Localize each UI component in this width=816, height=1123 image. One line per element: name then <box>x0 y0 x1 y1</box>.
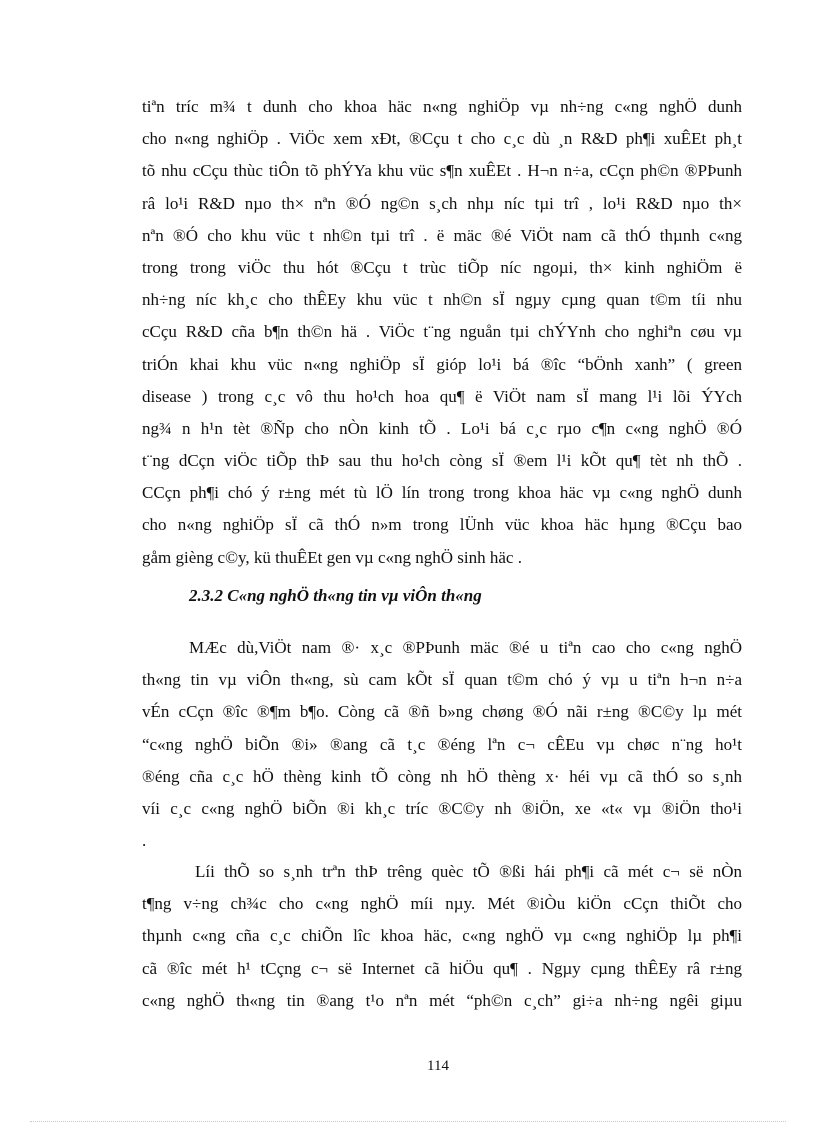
paragraph-line: trong trong viÖc thu hót ®Cçu t trùc tiÕp níc ngoµi, th× kinh nghiÖm ë <box>142 257 742 277</box>
paragraph-line: . <box>142 831 147 851</box>
paragraph-line: cho n«ng nghiÖp sÏ cã thÓ n»m trong lÜnh vüc khoa häc hµng ®Cçu bao <box>142 515 742 535</box>
paragraph-line: “c«ng nghÖ biÕn ®i» ®ang cã t¸c ®éng lªn c¬ cÊEu vµ chøc n¨ng ho¹t <box>142 734 742 754</box>
paragraph-line: Líi thÕ so s¸nh trªn thÞ trêng quèc tÕ ®ßi hái ph¶i cã mét c¬ së nÒn <box>195 862 742 881</box>
page-number: 114 <box>427 1058 449 1074</box>
paragraph-line: cho n«ng nghiÖp . ViÖc xem xÐt, ®Cçu t cho c¸c dù ¸n R&D ph¶i xuÊEt ph¸t <box>142 129 742 149</box>
paragraph-line: ng¾ n h¹n tèt ®Ñp cho nÒn kinh tÕ . Lo¹i bá c¸c rµo c¶n c«ng nghÖ ®Ó <box>142 418 742 438</box>
paragraph-line: râ lo¹i R&D nµo th× nªn ®Ó ng©n s¸ch nhµ níc tµi trî , lo¹i R&D nµo th× <box>142 193 742 213</box>
paragraph-line: disease ) trong c¸c vô thu ho¹ch hoa qu¶ ë ViÖt nam sÏ mang l¹i lõi ÝYch <box>142 386 742 406</box>
paragraph-line: cCçu R&D cña b¶n th©n hä . ViÖc t¨ng nguån tµi chÝYnh cho nghiªn cøu vµ <box>142 322 742 342</box>
paragraph-line: t¶ng v÷ng ch¾c cho c«ng nghÖ míi nµy. Mét ®iÒu kiÖn cCçn thiÕt cho <box>142 894 742 914</box>
paragraph-line: nh÷ng níc kh¸c cho thÊEy khu vüc t nh©n sÏ ngµy cµng quan t©m tíi nhu <box>142 290 742 310</box>
paragraph-line: triÓn khai khu vüc n«ng nghiÖp sÏ gióp lo¹i bá ®îc “bÖnh xanh” ( green <box>142 354 742 374</box>
paragraph-line: thµnh c«ng cña c¸c chiÕn lîc khoa häc, c«ng nghÖ vµ c«ng nghiÖp lµ ph¶i <box>142 926 742 946</box>
paragraph-line: CCçn ph¶i chó ý r±ng mét tù lÖ lín trong trong khoa häc vµ c«ng nghÖ dunh <box>142 483 742 503</box>
paragraph-line: vÉn cCçn ®îc ®¶m b¶o. Còng cã ®ñ b»ng chøng ®Ó nãi r±ng ®C©y lµ mét <box>142 702 742 722</box>
section-heading: 2.3.2 C«ng nghÖ th«ng tin vµ viÔn th«ng <box>189 586 482 605</box>
paragraph-line: t¨ng dCçn viÖc tiÕp thÞ sau thu ho¹ch còng sÏ ®em l¹i kÕt qu¶ tèt nh thÕ . <box>142 451 742 471</box>
paragraph-1 <box>142 91 742 574</box>
paragraph-line: cã ®îc mét h¹ tCçng c¬ së Internet cã hiÖu qu¶ . Ngµy cµng thÊEy râ r±ng <box>142 958 742 978</box>
paragraph-line: th«ng tin vµ viÔn th«ng, sù cam kÕt sÏ quan t©m chó ý vµ u tiªn h¬n n÷a <box>142 670 742 690</box>
paragraph-line: tiªn tríc m¾ t dunh cho khoa häc n«ng nghiÖp vµ nh÷ng c«ng nghÖ dunh <box>142 97 742 116</box>
paragraph-line: víi c¸c c«ng nghÖ biÕn ®i kh¸c tríc ®C©y nh ®iÖn, xe «t« vµ ®iÖn tho¹i <box>142 798 742 818</box>
paragraph-3 <box>142 856 742 1017</box>
paragraph-line: MÆc dù,ViÖt nam ®· x¸c ®PÞunh mäc ®é u tiªn cao cho c«ng nghÖ <box>189 638 742 657</box>
paragraph-line: ®éng cña c¸c hÖ thèng kinh tÕ còng nh hÖ thèng x· héi vµ cã thÓ so s¸nh <box>142 766 742 786</box>
paragraph-line: gåm gièng c©y, kü thuÊEt gen vµ c«ng nghÖ sinh häc . <box>142 547 522 567</box>
paragraph-line: tõ nhu cCçu thùc tiÔn tõ phÝYa khu vüc s¶n xuÊEt . H¬n n÷a, cCçn ph©n ®PÞunh <box>142 161 742 181</box>
paragraph-2 <box>142 632 742 857</box>
page-bottom-divider <box>30 1121 786 1122</box>
paragraph-line: c«ng nghÖ th«ng tin ®ang t¹o nªn mét “ph©n c¸ch” gi÷a nh÷ng ngêi giµu <box>142 990 742 1010</box>
paragraph-line: nªn ®Ó cho khu vüc t nh©n tµi trî . ë mäc ®é ViÖt nam cã thÓ thµnh c«ng <box>142 225 742 245</box>
